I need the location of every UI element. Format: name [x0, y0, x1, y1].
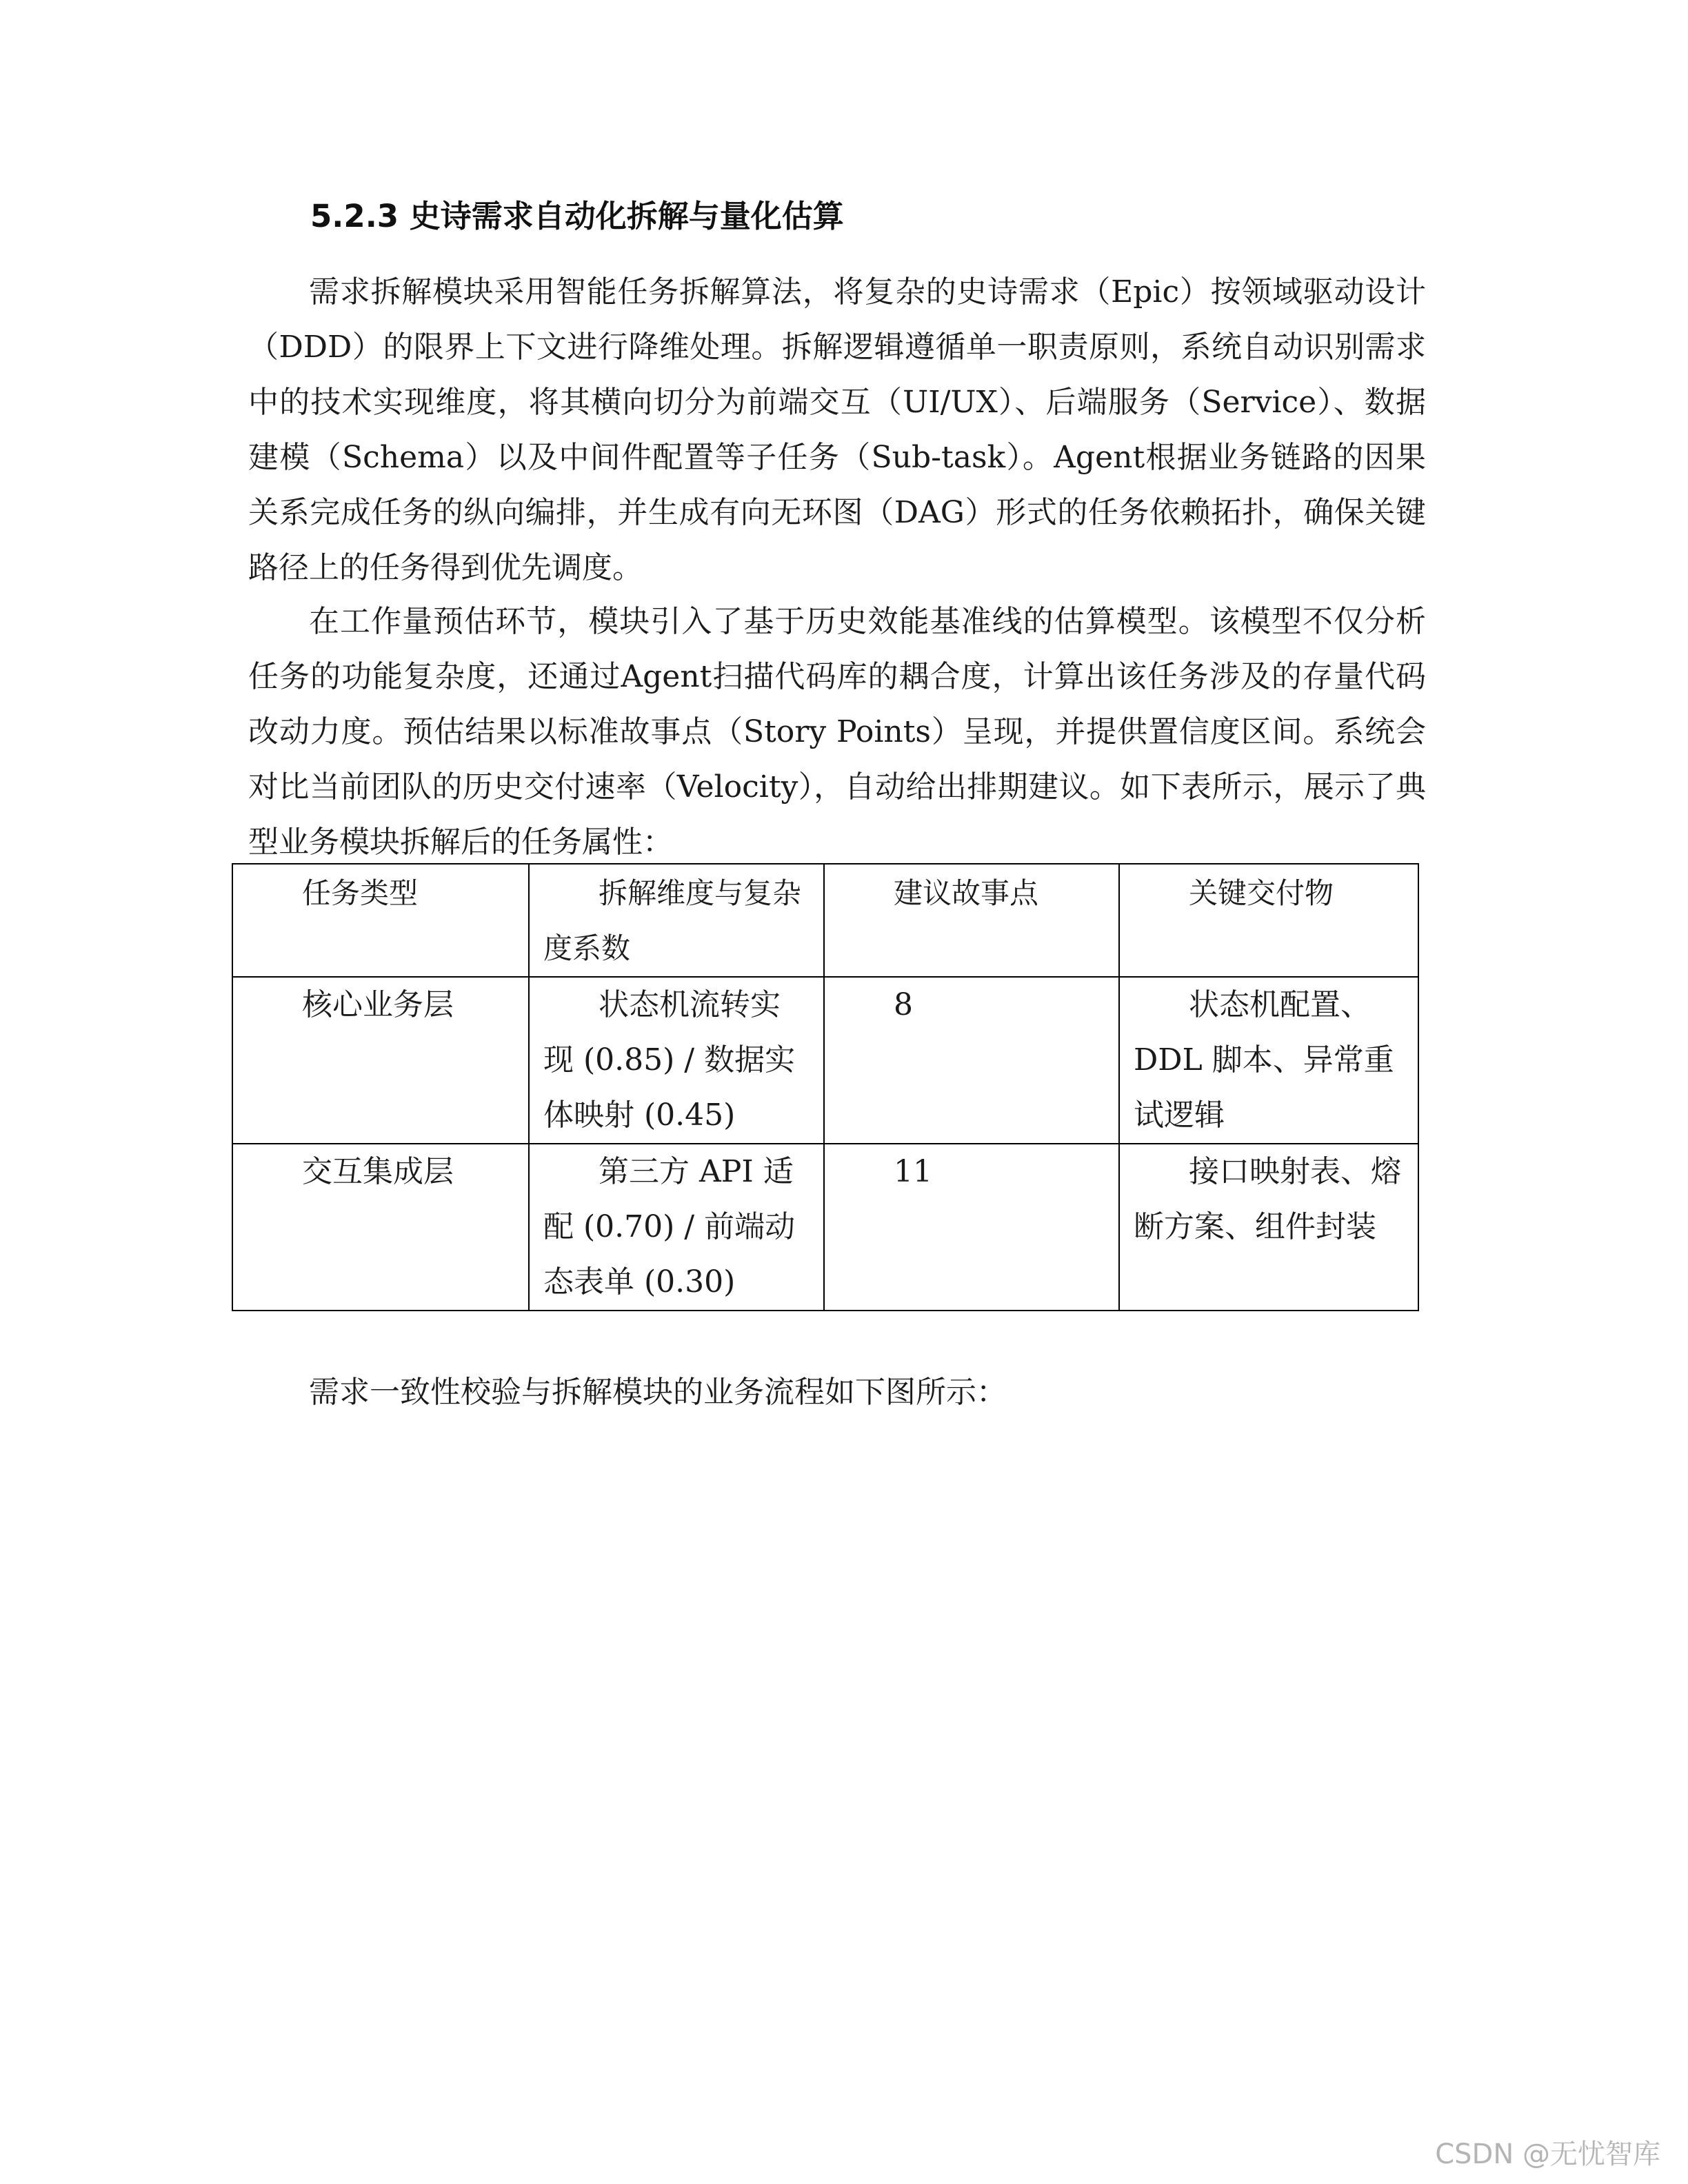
cell-deliverables: 接口映射表、熔断方案、组件封装	[1119, 1144, 1418, 1311]
body-paragraph-flow-intro: 需求一致性校验与拆解模块的业务流程如下图所示：	[309, 1375, 1007, 1410]
cell-deliverables: 状态机配置、DDL 脚本、异常重试逻辑	[1119, 977, 1418, 1144]
cell-story-points: 11	[824, 1144, 1119, 1311]
csdn-watermark: CSDN @无忧智库	[1435, 2138, 1660, 2170]
body-paragraph-decomposition: 需求拆解模块采用智能任务拆解算法，将复杂的史诗需求（Epic）按领域驱动设计（DDD）的限界上下文进行降维处理。拆解逻辑遵循单一职责原则，系统自动识别需求中的技术实现维度，将其横向切分为前端交互（UI/UX）、后端服务（Service）、数据建模（Schema）以及中间件配置等子任务（Sub-task）。Agent根据业务链路的因果关系完成任务的纵向编排，并生成有向无环图（DAG）形式的任务依赖拓扑，确保关键路径上的任务得到优先调度。	[248, 274, 1426, 585]
header-deliverables: 关键交付物	[1119, 864, 1418, 977]
header-story-points: 建议故事点	[824, 864, 1119, 977]
table-row	[232, 1144, 1418, 1311]
table-row	[232, 977, 1418, 1144]
section-heading: 5.2.3 史诗需求自动化拆解与量化估算	[310, 198, 844, 234]
table-header-row	[232, 864, 1418, 977]
body-paragraph-estimation: 在工作量预估环节，模块引入了基于历史效能基准线的估算模型。该模型不仅分析任务的功能复杂度，还通过Agent扫描代码库的耦合度，计算出该任务涉及的存量代码改动力度。预估结果以标准故事点（Story Points）呈现，并提供置信度区间。系统会对比当前团队的历史交付速率（Velocity），自动给出排期建议。如下表所示，展示了典型业务模块拆解后的任务属性：	[248, 604, 1426, 860]
cell-dimension: 第三方 API 适配 (0.70) / 前端动态表单 (0.30)	[529, 1144, 824, 1311]
header-task-type: 任务类型	[232, 864, 529, 977]
cell-task-type: 核心业务层	[232, 977, 529, 1144]
cell-task-type: 交互集成层	[232, 1144, 529, 1311]
header-dimension: 拆解维度与复杂度系数	[529, 864, 824, 977]
cell-story-points: 8	[824, 977, 1119, 1144]
cell-dimension: 状态机流转实现 (0.85) / 数据实体映射 (0.45)	[529, 977, 824, 1144]
task-attributes-table	[232, 863, 1419, 1311]
